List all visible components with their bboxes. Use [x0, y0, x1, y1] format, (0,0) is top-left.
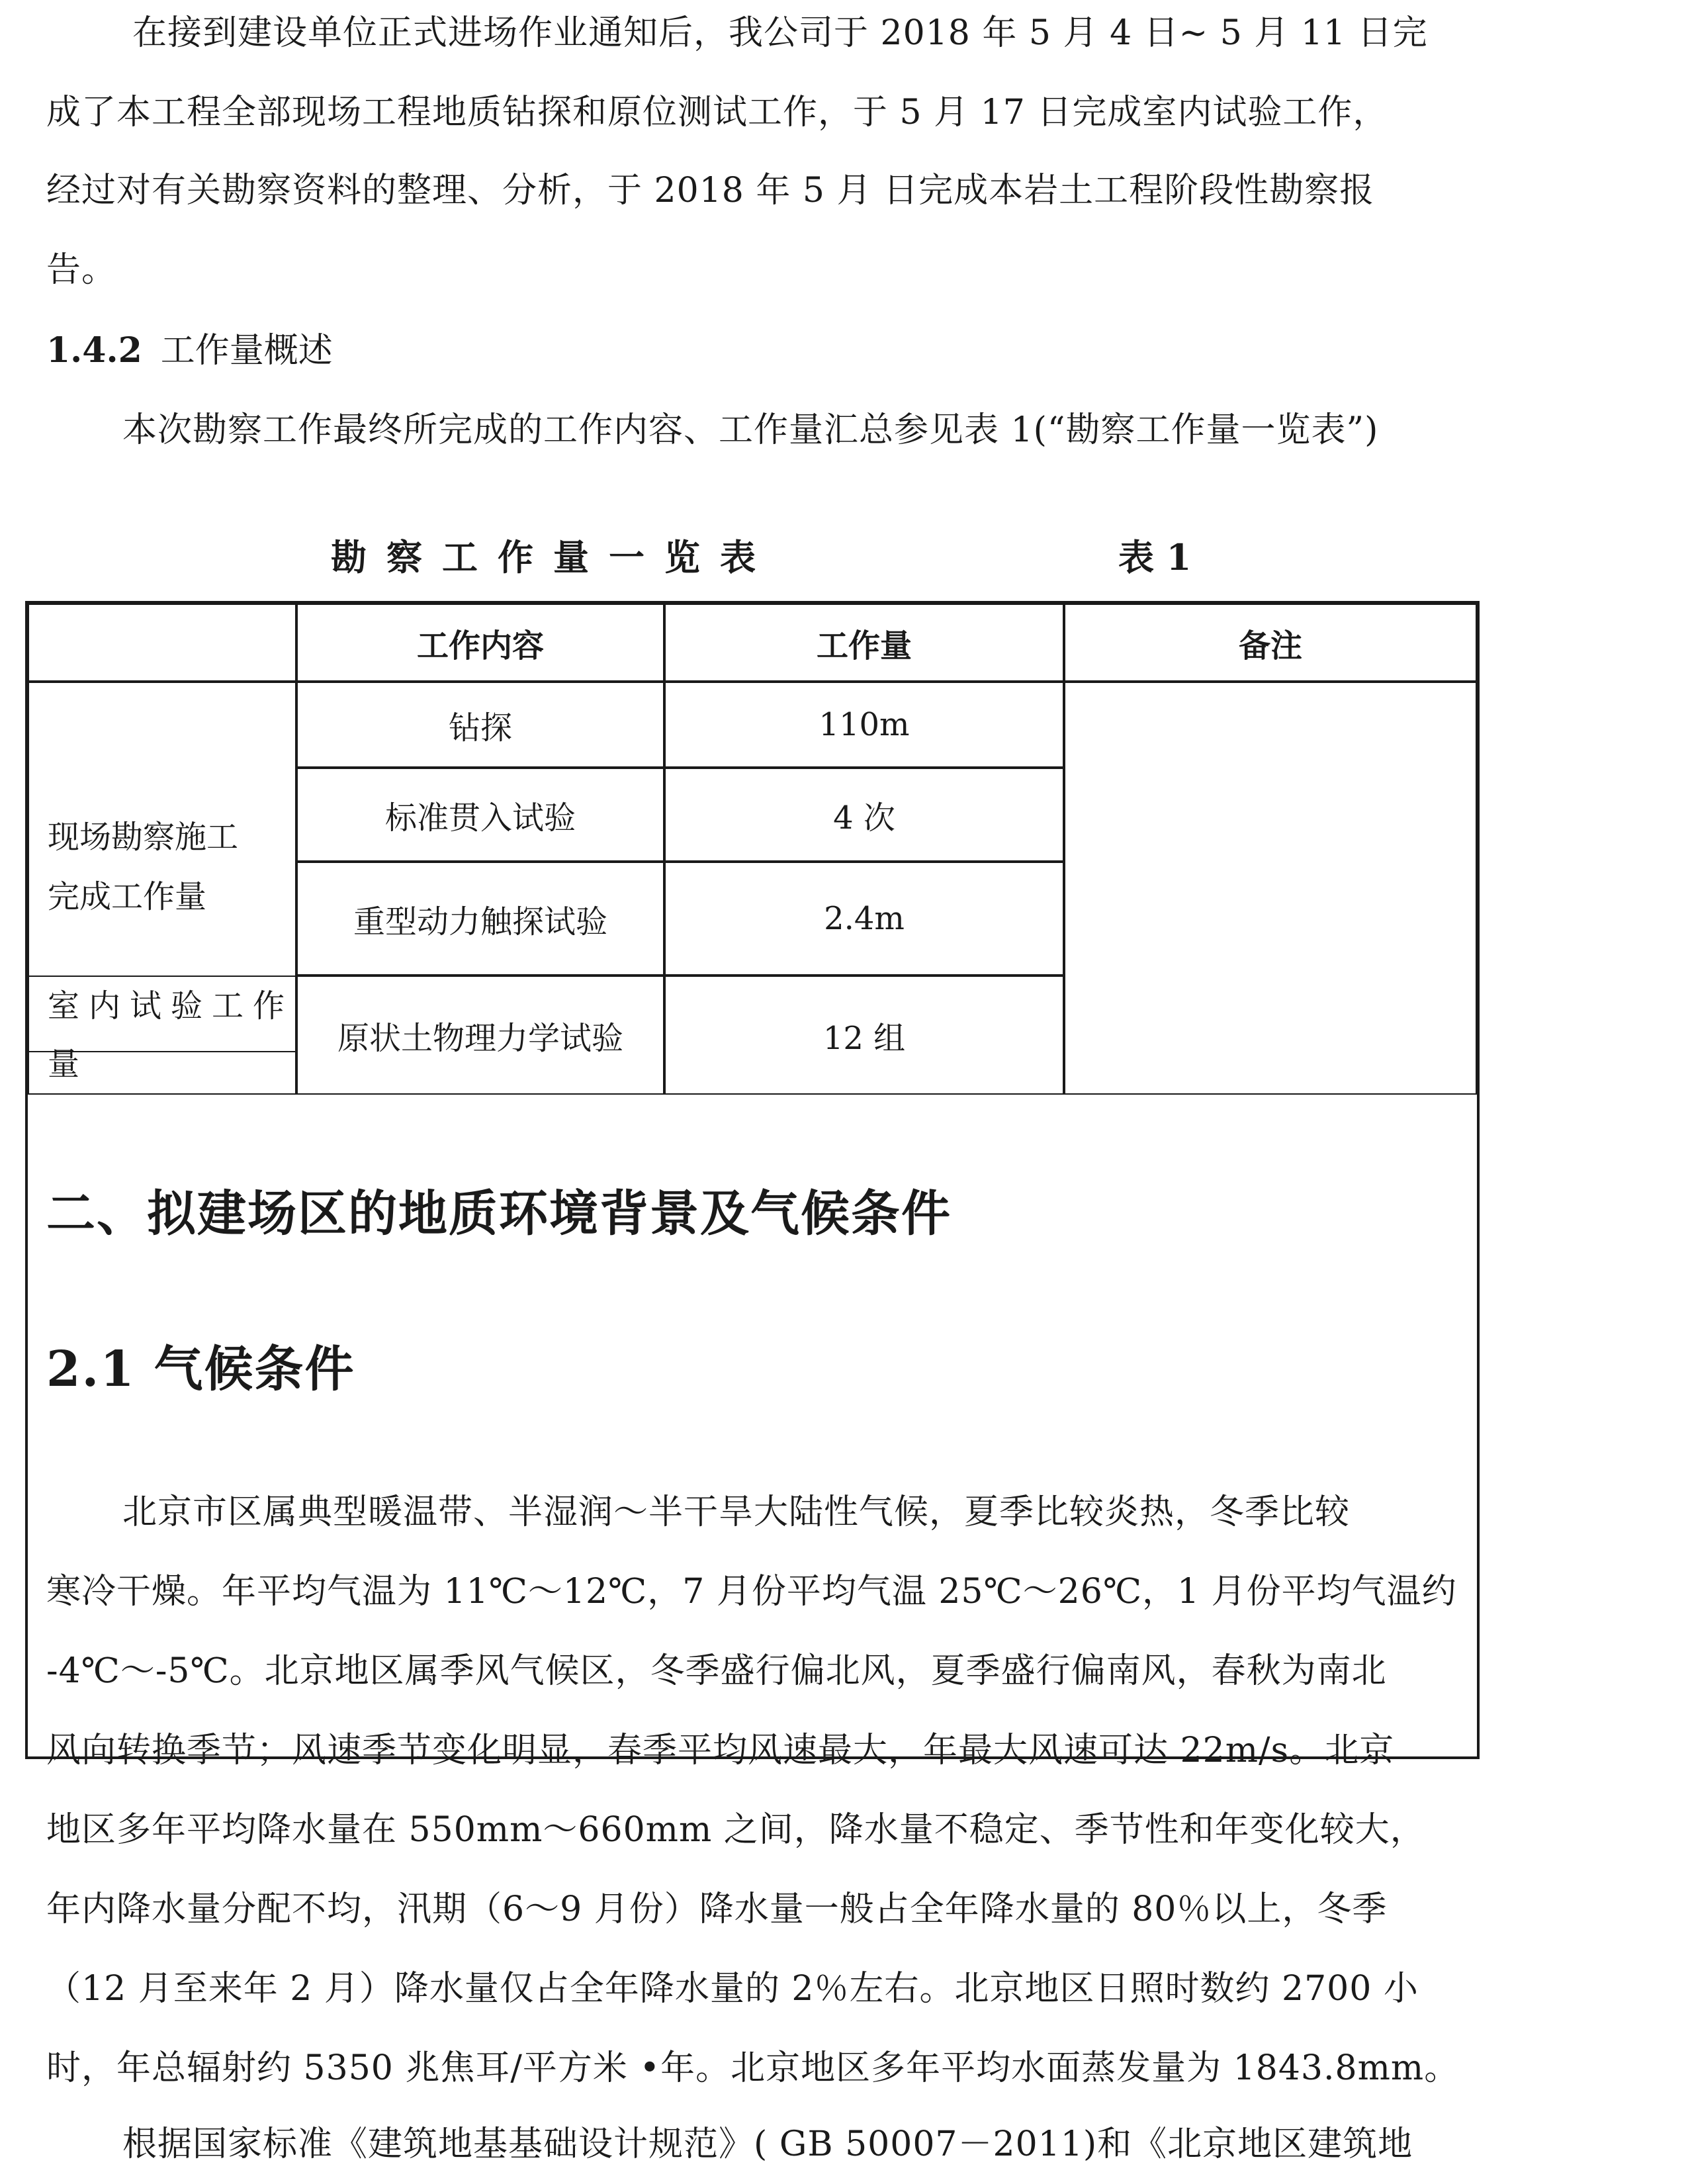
group-field-label-line1: 现场勘察施工 — [48, 819, 239, 856]
chapter-2-heading: 二、拟建场区的地质环境背景及气候条件 — [46, 1185, 952, 1242]
climate-line-8: 时，年总辐射约 5350 兆焦耳/平方米 •年。北京地区多年平均水面蒸发量为 1843.8mm。 — [46, 2048, 1460, 2088]
row-2-quantity: 4 次 — [664, 768, 1064, 862]
section-2-1-heading: 2.1 气候条件 — [46, 1341, 355, 1398]
intro-line-2: 成了本工程全部现场工程地质钻探和原位测试工作，于 5 月 17 日完成室内试验工作， — [46, 93, 1388, 132]
row-1-content: 钻探 — [296, 682, 664, 768]
table-header-blank — [28, 604, 296, 682]
section-title: 工作量概述 — [160, 331, 333, 371]
row-3-quantity: 2.4m — [664, 862, 1064, 976]
group-lab-label — [28, 976, 296, 1095]
climate-line-4: 风向转换季节；风速季节变化明显，春季平均风速最大，年最大风速可达 22m/s。北京 — [46, 1731, 1395, 1770]
row-1-quantity: 110m — [664, 682, 1064, 768]
climate-line-1: 北京市区属典型暖温带、半湿润～半干旱大陆性气候，夏季比较炎热，冬季比较 — [122, 1492, 1351, 1532]
row-4-quantity: 12 组 — [664, 976, 1064, 1095]
summary-line: 本次勘察工作最终所完成的工作内容、工作量汇总参见表 1(“勘察工作量一览表”) — [122, 410, 1379, 450]
row-3-content: 重型动力触探试验 — [296, 862, 664, 976]
group-lab-label-line1: 室内试验工作 — [48, 987, 294, 1024]
intro-line-1: 在接到建设单位正式进场作业通知后，我公司于 2018 年 5 月 4 日~ 5 月 11 日完 — [132, 13, 1428, 53]
climate-line-5: 地区多年平均降水量在 550mm～660mm 之间，降水量不稳定、季节性和年变化较大， — [46, 1810, 1425, 1850]
climate-line-7: （12 月至来年 2 月）降水量仅占全年降水量的 2％左右。北京地区日照时数约 2700 小 — [46, 1969, 1419, 2009]
row-4-content: 原状土物理力学试验 — [296, 976, 664, 1095]
climate-line-2: 寒冷干燥。年平均气温为 11℃～12℃，7 月份平均气温 25℃～26℃，1 月份平均气温约 — [46, 1572, 1457, 1612]
group-lab-label-line2: 量 — [48, 1046, 80, 1083]
remark-cell — [1064, 682, 1477, 1095]
standards-line: 根据国家标准《建筑地基基础设计规范》( GB 50007－2011)和《北京地区建筑地 — [122, 2124, 1413, 2164]
group-field-label-line2: 完成工作量 — [48, 878, 207, 915]
section-number: 1.4.2 — [46, 330, 142, 371]
section-1-4-2-heading — [46, 331, 333, 371]
climate-line-6: 年内降水量分配不均，汛期（6～9 月份）降水量一般占全年降水量的 80％以上，冬季 — [46, 1889, 1388, 1929]
table-header-content: 工作内容 — [296, 604, 664, 682]
climate-line-3: -4℃～-5℃。北京地区属季风气候区，冬季盛行偏北风，夏季盛行偏南风，春秋为南北 — [46, 1651, 1387, 1691]
intro-line-4: 告。 — [46, 250, 117, 290]
row-2-content: 标准贯入试验 — [296, 768, 664, 862]
intro-line-3: 经过对有关勘察资料的整理、分析，于 2018 年 5 月 日完成本岩土工程阶段性勘察报 — [46, 171, 1375, 210]
table-header-quantity: 工作量 — [664, 604, 1064, 682]
table-title: 勘察工作量一览表 — [331, 536, 776, 578]
table-number: 表 1 — [1118, 536, 1192, 578]
table-header-remark: 备注 — [1064, 604, 1477, 682]
